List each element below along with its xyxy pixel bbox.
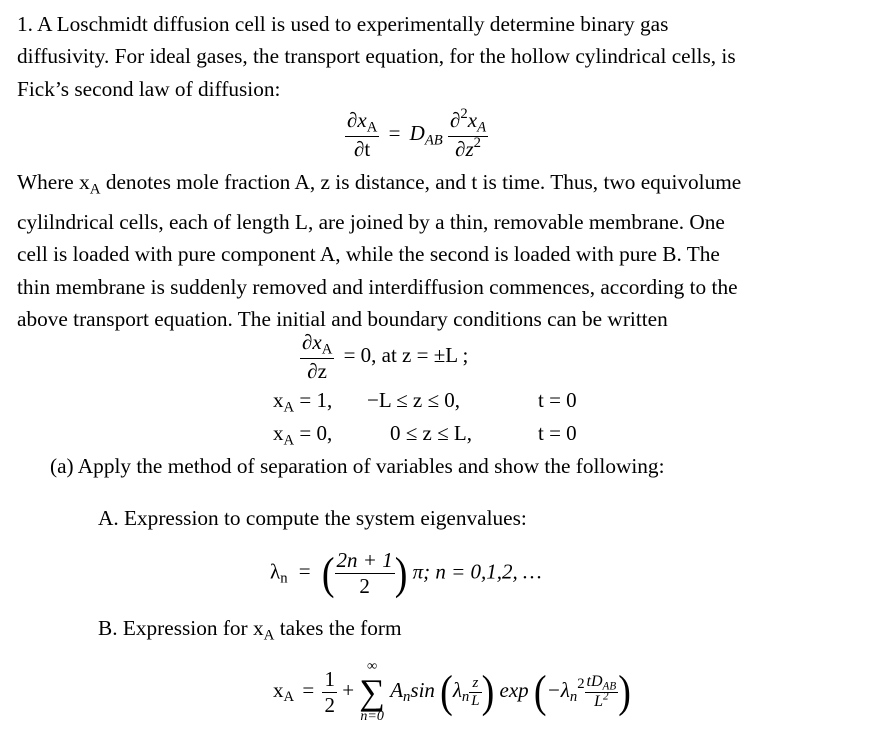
item-a: A. Expression to compute the system eigenvalues:: [98, 506, 527, 530]
eigen-denominator: 2: [359, 574, 370, 598]
ic2-range: 0 ≤ z ≤ L,: [390, 421, 472, 445]
fick-rhs-denominator-sup: 2: [473, 135, 481, 152]
initial-condition-2: $x_A = 0$,: [273, 421, 333, 449]
body-line-2: cylilndrical cells, each of length L, are joined by a thin, removable membrane. One: [17, 209, 725, 234]
bc-denominator: ∂z: [307, 359, 327, 384]
boundary-condition: [300, 330, 468, 384]
intro-line-2: diffusivity. For ideal gases, the transport equation, for the hollow cylindrical cells, is: [17, 44, 736, 69]
fick-equation: [345, 108, 488, 162]
series-sin: sin: [410, 677, 435, 702]
fick-lhs-numerator-sub: A: [366, 119, 378, 136]
series-exp: exp: [499, 677, 529, 702]
series-z-over-l: $\frac{z}{L}$: [471, 674, 480, 709]
sum-symbol: ∑: [359, 672, 385, 712]
series-equation: $x_A$ = $\frac{1}{2}$ + ∞ ∑ n=0 $A_n\sin$ ($\lambda_n$ $\frac{z}{L}$ ) $\exp (-\lambda_n^2$ $\frac{tD_{AB}}{L^2}$ ): [273, 659, 631, 724]
fick-rhs-var: x: [467, 108, 478, 132]
eigen-open-paren: (: [321, 548, 335, 599]
sum-upper-limit: ∞: [367, 659, 378, 674]
fick-coefficient: D: [409, 121, 425, 146]
eigen-lambda: λ: [270, 559, 281, 584]
series-lhs-sub: A: [283, 689, 295, 706]
series-time-fraction: $\frac{tD_{AB}}{L^2}$: [586, 672, 617, 711]
series-plus: +: [342, 677, 355, 702]
body-line-1: Where $x_A$ denotes mole fraction A, z is distance, and t is time. Thus, two equivolume: [17, 170, 742, 198]
fick-rhs-denominator: ∂z: [455, 137, 474, 162]
body-line-4: thin membrane is suddenly removed and interdiffusion commences, according to the: [17, 274, 738, 299]
eigen-numerator: 2n + 1: [336, 548, 393, 572]
series-half: $\frac{1}{2}$: [324, 666, 335, 717]
fick-rhs-partial: ∂: [450, 108, 461, 132]
sum-lower-limit: n=0: [360, 709, 384, 724]
bc-numerator: ∂x: [302, 330, 322, 354]
bc-fraction: [300, 330, 334, 384]
part-a: (a) Apply the method of separation of variables and show the following:: [50, 454, 665, 478]
fick-rhs-fraction: [448, 108, 488, 162]
body-line-1-sub: A: [89, 181, 101, 198]
eigen-lambda-sub: n: [280, 570, 288, 587]
eigenvalue-equation: [270, 548, 542, 599]
fick-rhs-var-sub: A: [477, 119, 487, 136]
eigen-equals: =: [298, 559, 311, 584]
eigen-fraction: [335, 548, 395, 599]
fick-equals: =: [388, 121, 401, 146]
series-lhs: x: [273, 677, 284, 702]
item-b: B. Expression for $x_A$ takes the form: [98, 616, 402, 644]
body-line-3: cell is loaded with pure component A, while the second is loaded with pure B. The: [17, 242, 720, 267]
bc-numerator-sub: A: [321, 341, 333, 358]
series-coef: A: [390, 677, 404, 702]
fick-coefficient-sub: AB: [424, 132, 443, 149]
intro-paragraph: [17, 8, 867, 105]
series-summation: [359, 660, 385, 724]
series-equals: =: [302, 677, 315, 702]
body-line-5: above transport equation. The initial and boundary conditions can be written: [17, 307, 668, 332]
initial-condition-1: $x_A = 1$,: [273, 388, 333, 416]
intro-line-3: Fick’s second law of diffusion:: [17, 76, 281, 101]
eigen-tail: π; n = 0,1,2, …: [412, 559, 542, 584]
fick-lhs-numerator: ∂x: [347, 108, 367, 132]
fick-rhs-partial-sup: 2: [460, 106, 468, 123]
eigen-close-paren: ): [394, 548, 408, 599]
ic1-time: t = 0: [538, 388, 577, 412]
ic2-time: t = 0: [538, 421, 577, 445]
ic1-range: −L ≤ z ≤ 0,: [367, 388, 461, 412]
bc-rhs: = 0, at z = ±L ;: [343, 343, 469, 368]
fick-lhs-fraction: [345, 108, 379, 162]
body-paragraph: [17, 166, 867, 336]
fick-lhs-denominator: ∂t: [354, 137, 371, 162]
intro-line-1: 1. A Loschmidt diffusion cell is used to experimentally determine binary gas: [17, 12, 669, 36]
